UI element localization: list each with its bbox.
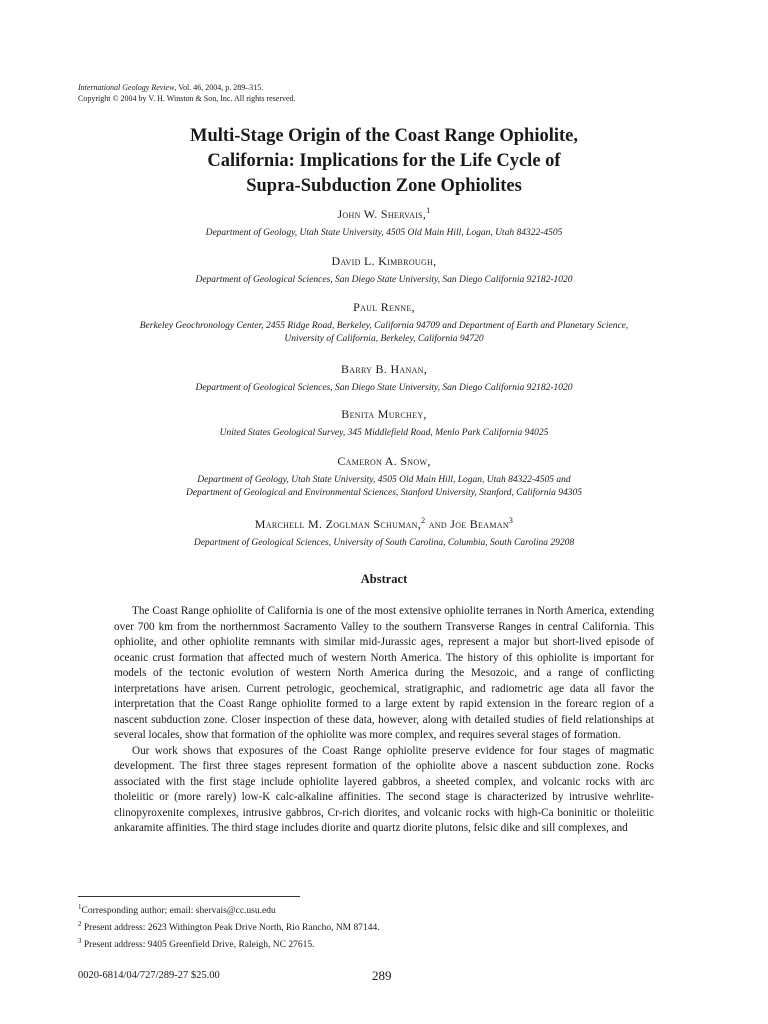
author-block [0,514,768,550]
volume-pages: , Vol. 46, 2004, p. 289–315. [174,83,264,92]
abstract-heading: Abstract [360,572,408,586]
author-name: Paul Renne, [353,300,415,314]
author-name [0,204,768,221]
footnote-marker: 2 [421,516,426,525]
author-affiliation: Department of Geological Sciences, San Diego State University, San Diego California 92182-1020 [195,383,573,393]
footnote-text: Corresponding author; email: shervais@cc.usu.edu [81,906,276,917]
journal-citation [78,82,296,93]
title-line: California: Implications for the Life Cycle of [207,151,561,171]
footnote [78,901,380,918]
author-name: Cameron A. Snow, [337,454,431,468]
abstract-paragraph: The Coast Range ophiolite of California is one of the most extensive ophiolite terranes in North America, extending over 700 km from the northernmost Sacramento Valley to the southern Transverse Ranges in central California. This ophiolite, and other ophiolite remnants with similar mid-Jurassic ages, represent a major but short-lived episode of oceanic crust formation that affected much of western North America. The history of this ophiolite is important for models of the tectonic evolution of western North America during the Mesozoic, and a range of conflicting interpretations have arisen. Current petrologic, geochemical, stratigraphic, and radiometric age data all favor the interpretation that the Coast Range ophiolite formed to a large extent by rapid extension in the forearc region of a nascent subduction zone. Closer inspection of these data, however, along with detailed studies of field relationships at several locales, show that formation of the ophiolite was more complex, and requires several stages of formation. [114,605,654,741]
author-affiliation: Department of Geological Sciences, University of South Carolina, Columbia, South Carolina 29208 [193,538,575,548]
page-number: 289 [372,968,392,983]
author-block [0,407,768,440]
author-affiliation: United States Geological Survey, 345 Middlefield Road, Menlo Park California 94025 [219,428,549,438]
author-block [0,254,768,287]
copyright-line: Copyright © 2004 by V. H. Winston & Son, Inc. All rights reserved. [78,94,296,103]
author-affiliation: Department of Geological Sciences, San Diego State University, San Diego California 92182-1020 [195,275,573,285]
title-line: Multi-Stage Origin of the Coast Range Ophiolite, [190,126,578,146]
title-line: Supra-Subduction Zone Ophiolites [246,176,522,196]
abstract-paragraph: Our work shows that exposures of the Coast Range ophiolite preserve evidence for four stages of magmatic development. The first three stages represent formation of the ophiolite above a nascent subduction zone. Rocks associated with the first stage include ophiolite layered gabbros, a sheeted complex, and volcanic rocks with arc tholeiitic or (more rarely) low-K calc-alkaline affinities. The second stage is characterized by intrusive wehrlite-clinopyroxenite complexes, intrusive gabbros, Cr-rich diorites, and volcanic rocks with high-Ca boninitic or tholeiitic ankaramite affinities. The third stage includes diorite and quartz diorite plutons, felsic dike and sill complexes, and [114,744,654,834]
author-block [0,362,768,395]
footnote-mark: 2 [78,920,82,929]
author-name-text: John W. Shervais, [337,207,427,221]
footnote [78,918,380,935]
author-affiliation: Berkeley Geochronology Center, 2455 Ridge Road, Berkeley, California 94709 and Department of Earth and Planetary Science, University of California, Berkeley, California 94720 [139,321,629,344]
footnote-mark: 3 [78,937,82,946]
document-code: 0020-6814/04/727/289-27 $25.00 [78,970,220,981]
abstract-body [114,604,654,837]
footnote-divider [78,896,300,897]
author-affiliation: Department of Geology, Utah State University, 4505 Old Main Hill, Logan, Utah 84322-4505 and Department of Geological and Environmental Sciences, Stanford University, Stanford, California 94305 [185,475,583,498]
author-name [0,514,768,531]
footnote-marker: 3 [508,516,514,525]
journal-name: International Geology Review [78,83,175,92]
author-name: Barry B. Hanan, [340,362,428,376]
footnote-text: Present address: 2623 Withington Peak Drive North, Rio Rancho, NM 87144. [81,923,380,934]
author-block [0,300,768,346]
footnotes [78,901,380,952]
author-name: David L. Kimbrough, [331,254,437,268]
author-block [0,204,768,240]
footnote [78,935,380,952]
author-name-text: Marchell M. Zoglman Schuman, [254,517,422,531]
journal-header [78,82,296,104]
footnote-marker: 1 [426,206,431,215]
author-name: Benita Murchey, [341,407,427,421]
author-block [0,454,768,500]
footnote-text: Present address: 9405 Greenfield Drive, Raleigh, NC 27615. [81,940,315,951]
footnote-mark: 1 [78,903,82,911]
author-name-text: and Joe Beaman [425,517,509,531]
author-affiliation: Department of Geology, Utah State University, 4505 Old Main Hill, Logan, Utah 84322-4505 [205,228,563,238]
article-title [0,124,768,199]
